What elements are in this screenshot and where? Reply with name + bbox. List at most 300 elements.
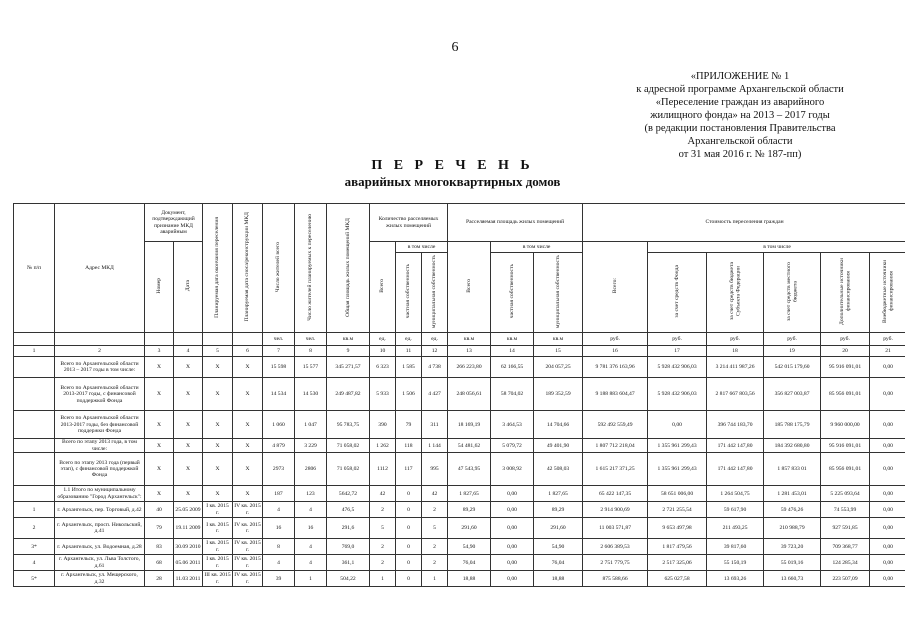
table-row — [14, 411, 905, 439]
table-cell: 0 — [396, 539, 422, 555]
unit-cell — [233, 333, 263, 346]
table-cell: 1 — [370, 571, 396, 587]
column-index-cell: 3 — [145, 346, 174, 357]
table-cell: 0,00 — [491, 555, 534, 571]
unit-cell: руб. — [821, 333, 870, 346]
table-cell: IV кв. 2015 г. — [233, 518, 263, 539]
table-cell: 592 492 559,49 — [583, 411, 648, 439]
table-cell: 4 879 — [263, 439, 295, 453]
table-cell: 769,0 — [327, 539, 370, 555]
table-cell: 4 — [263, 502, 295, 518]
table-cell: 2 751 779,75 — [583, 555, 648, 571]
table-cell: 210 988,79 — [764, 518, 821, 539]
table-cell: 3* — [14, 539, 55, 555]
unit-cell: руб. — [707, 333, 764, 346]
table-cell: 1 807 712 218,04 — [583, 439, 648, 453]
col-header-fund: за счет средств Фонда — [648, 253, 707, 333]
table-cell: 0,00 — [870, 518, 905, 539]
table-row — [14, 486, 905, 502]
table-cell: 291,6 — [327, 518, 370, 539]
table-cell — [14, 439, 55, 453]
table-cell: 42 508,03 — [534, 453, 583, 486]
table-cell: X — [203, 378, 233, 411]
table-cell: 390 — [370, 411, 396, 439]
unit-cell: кв.м — [448, 333, 491, 346]
col-header-planned-demolish: Планируемая дата сноса/реконструкции МКД — [233, 204, 263, 333]
table-cell: 2 606 389,53 — [583, 539, 648, 555]
column-index-cell: 2 — [55, 346, 145, 357]
table-cell: 249 487,82 — [327, 378, 370, 411]
table-row — [14, 555, 905, 571]
table-cell: 95 916 091,01 — [821, 357, 870, 378]
table-cell: 1 827,65 — [448, 486, 491, 502]
column-index-cell: 8 — [295, 346, 327, 357]
col-header-cost-incl: в том числе — [648, 242, 905, 253]
table-cell: 2 817 667 803,56 — [707, 378, 764, 411]
table-cell: X — [174, 378, 203, 411]
table-cell: 11.03 2011 — [174, 571, 203, 587]
table-cell: 356 827 003,87 — [764, 378, 821, 411]
header-row — [14, 204, 905, 242]
table-cell: 39 — [263, 571, 295, 587]
table-cell: X — [145, 439, 174, 453]
table-cell: 171 442 147,80 — [707, 453, 764, 486]
table-cell: 361,1 — [327, 555, 370, 571]
table-cell: 248 056,61 — [448, 378, 491, 411]
table-cell: 5 079,72 — [491, 439, 534, 453]
table-cell: X — [203, 486, 233, 502]
col-header-rooms-incl: в том числе — [396, 242, 448, 253]
table-cell: 1.1 Итого по муниципальному образованию "Город Архангельск": — [55, 486, 145, 502]
table-cell: X — [203, 411, 233, 439]
table-cell: 4 427 — [422, 378, 448, 411]
table-cell: X — [203, 453, 233, 486]
table-cell: 54,90 — [448, 539, 491, 555]
table-cell: 95 916 091,01 — [821, 439, 870, 453]
table-cell: 11 003 571,87 — [583, 518, 648, 539]
table-cell: 0,00 — [491, 539, 534, 555]
table-row — [14, 502, 905, 518]
table-cell: 4 738 — [422, 357, 448, 378]
table-cell: 1 506 — [396, 378, 422, 411]
table-cell: 187 — [263, 486, 295, 502]
table-cell: 89,29 — [448, 502, 491, 518]
table-cell: г. Архангельск, ул. Водоемная, д.28 — [55, 539, 145, 555]
table-cell: 0 — [396, 555, 422, 571]
table-cell: 0,00 — [870, 453, 905, 486]
unit-cell: кв.м — [491, 333, 534, 346]
table-cell: 0 — [396, 502, 422, 518]
table-cell: 59 476,26 — [764, 502, 821, 518]
table-cell: X — [145, 378, 174, 411]
table-cell: 5642,72 — [327, 486, 370, 502]
table-cell: 0,00 — [870, 439, 905, 453]
table-cell: IV кв. 2015 г. — [234, 540, 261, 553]
col-header-area-private: частная собственность — [491, 253, 534, 333]
table-cell — [14, 486, 55, 502]
column-index-cell: 5 — [203, 346, 233, 357]
table-cell: 1 817 479,56 — [648, 539, 707, 555]
table-cell: 3 464,53 — [491, 411, 534, 439]
table-cell: 18,88 — [448, 571, 491, 587]
table-cell: 189 352,59 — [534, 378, 583, 411]
col-header-local: за счет средств местного бюджета — [764, 253, 821, 333]
table-cell: 311 — [422, 411, 448, 439]
table-cell: X — [174, 357, 203, 378]
table-cell: 3 008,92 — [491, 453, 534, 486]
table-cell: 85 956 091,01 — [821, 378, 870, 411]
table-cell: 6 323 — [370, 357, 396, 378]
table-cell: Всего по Архангельской области 2013-2017 годы, с финансовой поддержкой Фонда — [55, 378, 145, 411]
table-cell: г. Архангельск, ул. Льва Толстого, д.61 — [55, 555, 145, 571]
appendix-line: от 31 мая 2016 г. № 187-пп) — [678, 149, 802, 160]
table-cell: г. Архангельск, просп. Никольский, д.41 — [55, 518, 145, 539]
table-cell: 0,00 — [491, 518, 534, 539]
table-cell: 62 166,55 — [491, 357, 534, 378]
table-cell: 4 — [295, 539, 327, 555]
table-cell: I кв. 2015 г. — [203, 518, 233, 539]
appendix-block — [590, 70, 890, 161]
table-cell: 1112 — [370, 453, 396, 486]
col-header-extra: Внебюджетные источники финансирования — [870, 253, 905, 333]
table-cell: 625 027,58 — [648, 571, 707, 587]
column-index-cell: 1 — [14, 346, 55, 357]
table-cell: 39 723,20 — [764, 539, 821, 555]
table-cell: X — [233, 453, 263, 486]
col-header-regional: за счет средств бюджета Субъекта Федерации — [707, 253, 764, 333]
table-cell: X — [174, 486, 203, 502]
table-cell: 0,00 — [870, 486, 905, 502]
table-cell: IV кв. 2015 г. — [234, 503, 261, 516]
table-cell: 184 392 680,80 — [764, 439, 821, 453]
table-cell: 79 — [145, 518, 174, 539]
table-cell: 8 — [263, 539, 295, 555]
unit-cell: ед. — [422, 333, 448, 346]
col-header-cost: Стоимость переселения граждан — [583, 204, 905, 242]
table-cell: 59 617,90 — [707, 502, 764, 518]
header-row — [14, 242, 905, 253]
col-header-residents: Число жителей всего — [263, 204, 295, 333]
table-cell: 345 271,57 — [327, 357, 370, 378]
col-header-area-total: Всего — [448, 242, 491, 333]
table-cell: X — [145, 453, 174, 486]
table-cell: 13 693,26 — [707, 571, 764, 587]
table-cell: X — [233, 357, 263, 378]
table-cell: 19.11 2009 — [174, 518, 203, 539]
table-cell: 95 783,75 — [327, 411, 370, 439]
column-index-cell: 14 — [491, 346, 534, 357]
col-header-additional: Дополнительные источники финансирования — [821, 253, 870, 333]
table-cell: 71 058,02 — [327, 453, 370, 486]
table-cell: 875 588,66 — [583, 571, 648, 587]
table-cell: 18 169,19 — [448, 411, 491, 439]
table-cell: 13 660,73 — [764, 571, 821, 587]
table-cell: 1 585 — [396, 357, 422, 378]
table-cell: 5 933 — [370, 378, 396, 411]
table-cell: 49 401,90 — [534, 439, 583, 453]
table-cell: 83 — [145, 539, 174, 555]
table-cell: 1 — [422, 571, 448, 587]
table-cell: 185 788 175,79 — [764, 411, 821, 439]
table-cell: 05.06 2011 — [174, 555, 203, 571]
table-cell: 0 — [396, 486, 422, 502]
table-cell: Всего по этапу 2013 года, в том числе: — [55, 439, 145, 453]
column-index-cell: 9 — [327, 346, 370, 357]
table-cell: 55 019,16 — [764, 555, 821, 571]
table-cell: 42 — [422, 486, 448, 502]
column-index-cell: 7 — [263, 346, 295, 357]
table-cell: 58 651 006,00 — [648, 486, 707, 502]
col-header-rooms-private: частная собственность — [396, 253, 422, 333]
table-cell — [14, 453, 55, 486]
col-header-residents-planned: Число жителей планируемых к переселению — [295, 204, 327, 333]
unit-cell: чел. — [263, 333, 295, 346]
table-cell — [14, 378, 55, 411]
table-cell: X — [145, 486, 174, 502]
table-cell: 211 493,25 — [707, 518, 764, 539]
unit-cell — [174, 333, 203, 346]
table-cell: 118 — [396, 439, 422, 453]
table-cell: 28 — [145, 571, 174, 587]
table-cell: 1 355 961 299,43 — [648, 453, 707, 486]
table-cell: 39 817,60 — [707, 539, 764, 555]
table-cell: 3 229 — [295, 439, 327, 453]
unit-cell — [145, 333, 174, 346]
table-cell: X — [233, 439, 263, 453]
table-cell: 1 264 504,75 — [707, 486, 764, 502]
unit-cell: руб. — [583, 333, 648, 346]
table-cell: 9 188 883 604,47 — [583, 378, 648, 411]
table-cell: 42 — [370, 486, 396, 502]
table-cell: 171 442 147,80 — [707, 439, 764, 453]
table-cell: 0,00 — [870, 571, 905, 587]
table-cell: 4 — [263, 555, 295, 571]
table-cell: 1 060 — [263, 411, 295, 439]
table-cell: 0 — [396, 571, 422, 587]
table-row — [14, 357, 905, 378]
unit-cell: руб. — [870, 333, 905, 346]
column-index-cell: 18 — [707, 346, 764, 357]
col-header-area-municipal: муниципальная собственность — [534, 253, 583, 333]
table-cell: III кв. 2015 г. — [204, 572, 231, 585]
column-index-cell: 6 — [233, 346, 263, 357]
table-cell: 2 — [422, 502, 448, 518]
column-index-cell: 11 — [396, 346, 422, 357]
table-cell: IV кв. 2015 г. — [234, 572, 261, 585]
table-cell: 0 — [396, 518, 422, 539]
table-cell: 71 058,02 — [327, 439, 370, 453]
table-cell: 5 — [422, 518, 448, 539]
houses-table — [13, 203, 905, 587]
unit-cell: руб. — [648, 333, 707, 346]
table-cell: 2 — [422, 555, 448, 571]
table-cell: 291,60 — [534, 518, 583, 539]
column-index-row — [14, 346, 905, 357]
table-cell: 18,88 — [534, 571, 583, 587]
table-cell: 65 422 147,35 — [583, 486, 648, 502]
table-cell: 15 598 — [263, 357, 295, 378]
table-cell: X — [203, 357, 233, 378]
table-cell: 2 — [370, 539, 396, 555]
page-number: 6 — [451, 40, 459, 55]
table-cell: 2 — [370, 502, 396, 518]
table-cell: г. Архангельск, ул. Мещерского, д.32 — [55, 571, 145, 587]
appendix-line: жилищного фонда» на 2013 – 2017 годы — [650, 110, 830, 121]
table-cell: IV кв. 2015 г. — [234, 556, 261, 569]
table-cell: 396 744 183,70 — [707, 411, 764, 439]
table-cell: Всего по этапу 2013 года (первый этап), с финансовой поддержкой Фонда — [55, 453, 145, 486]
col-header-address: Адрес МКД — [55, 204, 145, 333]
table-cell: 54,90 — [534, 539, 583, 555]
table-cell: 709 368,77 — [821, 539, 870, 555]
col-header-doc-date: Дата — [174, 242, 203, 333]
col-header-cost-total: Всего: — [583, 242, 648, 333]
unit-cell — [203, 333, 233, 346]
table-cell: 5 — [370, 518, 396, 539]
unit-cell: руб. — [764, 333, 821, 346]
table-cell: 4 — [14, 555, 55, 571]
table-cell: 55 150,19 — [707, 555, 764, 571]
col-header-area: Расселяемая площадь жилых помещений — [448, 204, 583, 242]
unit-cell: чел. — [295, 333, 327, 346]
table-cell: X — [145, 411, 174, 439]
table-cell: 504,22 — [327, 571, 370, 587]
table-cell: 74 553,99 — [821, 502, 870, 518]
table-cell: 85 956 091,01 — [821, 453, 870, 486]
table-cell: 1 827,65 — [534, 486, 583, 502]
table-cell: 2 517 325,06 — [648, 555, 707, 571]
table-cell: 117 — [396, 453, 422, 486]
table-cell: I кв. 2015 г. — [203, 539, 233, 555]
table-cell: 3 214 411 987,26 — [707, 357, 764, 378]
column-index-cell: 13 — [448, 346, 491, 357]
appendix-line: к адресной программе Архангельской области — [636, 84, 844, 95]
column-index-cell: 16 — [583, 346, 648, 357]
table-cell: 9 653 497,98 — [648, 518, 707, 539]
table-cell: 2806 — [295, 453, 327, 486]
table-cell: 14 530 — [295, 378, 327, 411]
table-cell: 58 704,02 — [491, 378, 534, 411]
table-cell: 9 960 000,00 — [821, 411, 870, 439]
table-cell: 25.05 2009 — [174, 502, 203, 518]
table-cell: 204 057,25 — [534, 357, 583, 378]
table-cell: 124 285,34 — [821, 555, 870, 571]
document-title: П Е Р Е Ч Е Н Ь — [371, 158, 534, 173]
table-cell: 0,00 — [870, 357, 905, 378]
col-header-total-area: Общая площадь жилых помещений МКД — [327, 204, 370, 333]
table-row — [14, 518, 905, 539]
document-subtitle: аварийных многоквартирных домов — [344, 174, 561, 189]
table-cell: 0,00 — [870, 378, 905, 411]
appendix-line: «Переселение граждан из аварийного — [655, 97, 825, 108]
column-index-cell: 15 — [534, 346, 583, 357]
column-index-cell: 4 — [174, 346, 203, 357]
col-header-planned-resettle: Планируемая дата окончания переселения — [203, 204, 233, 333]
table-cell: 0,00 — [648, 411, 707, 439]
table-cell: 291,60 — [448, 518, 491, 539]
column-index-cell: 21 — [870, 346, 905, 357]
table-cell: 5 928 432 906,03 — [648, 357, 707, 378]
column-index-cell: 17 — [648, 346, 707, 357]
table-cell: 15 577 — [295, 357, 327, 378]
col-header-rooms-municipal: муниципальная собственность — [422, 253, 448, 333]
table-cell: X — [145, 357, 174, 378]
table-cell: 1 144 — [422, 439, 448, 453]
table-cell: 16 — [263, 518, 295, 539]
unit-cell: кв.м — [534, 333, 583, 346]
table-cell: I кв. 2015 г. — [203, 555, 233, 571]
table-cell: 0,00 — [491, 486, 534, 502]
table-cell: Всего по Архангельской области 2013-2017 годы, без финансовой поддержки Фонда — [55, 411, 145, 439]
table-cell: г. Архангельск, пер. Торговый, д.42 — [55, 502, 145, 518]
column-index-cell: 19 — [764, 346, 821, 357]
table-cell: 0,00 — [491, 502, 534, 518]
table-cell: 76,04 — [534, 555, 583, 571]
unit-cell: ед. — [396, 333, 422, 346]
table-cell: 76,04 — [448, 555, 491, 571]
table-cell: 2 721 255,54 — [648, 502, 707, 518]
table-cell: X — [174, 411, 203, 439]
col-header-rooms-total: Всего — [370, 242, 396, 333]
table-row — [14, 539, 905, 555]
table-cell: 47 543,95 — [448, 453, 491, 486]
table-cell: X — [174, 453, 203, 486]
table-row — [14, 453, 905, 486]
table-cell: 2 914 900,69 — [583, 502, 648, 518]
table-cell: 223 507,09 — [821, 571, 870, 587]
unit-cell — [55, 333, 145, 346]
table-cell: 79 — [396, 411, 422, 439]
table-cell: 5 225 093,64 — [821, 486, 870, 502]
column-index-cell: 10 — [370, 346, 396, 357]
appendix-line: (в редакции постановления Правительства — [644, 123, 836, 134]
table-cell: 2973 — [263, 453, 295, 486]
table-cell: 68 — [145, 555, 174, 571]
table-cell: 9 781 376 163,96 — [583, 357, 648, 378]
unit-cell — [14, 333, 55, 346]
table-cell: 14 704,66 — [534, 411, 583, 439]
appendix-line: Архангельской области — [687, 136, 793, 147]
table-cell: 89,29 — [534, 502, 583, 518]
table-cell: X — [174, 439, 203, 453]
table-cell: 16 — [295, 518, 327, 539]
table-row — [14, 571, 905, 587]
unit-cell: ед. — [370, 333, 396, 346]
table-cell: 2 — [370, 555, 396, 571]
table-cell: I кв. 2015 г. — [203, 502, 233, 518]
col-header-n: № п/п — [14, 204, 55, 333]
col-header-area-incl: в том числе — [491, 242, 583, 253]
table-cell: 927 591,85 — [821, 518, 870, 539]
table-cell: X — [233, 411, 263, 439]
table-cell: 1 857 833 01 — [764, 453, 821, 486]
table-cell: 5* — [14, 571, 55, 587]
table-row — [14, 439, 905, 453]
table-cell: 1 262 — [370, 439, 396, 453]
table-cell: 1 355 961 299,43 — [648, 439, 707, 453]
table-cell: 542 015 179,60 — [764, 357, 821, 378]
column-index-cell: 20 — [821, 346, 870, 357]
col-header-rooms: Количество расселяемых жилых помещений — [370, 204, 448, 242]
units-row — [14, 333, 905, 346]
table-cell: 1 615 217 371,25 — [583, 453, 648, 486]
column-index-cell: 12 — [422, 346, 448, 357]
table-cell: 1 — [14, 502, 55, 518]
table-cell: X — [233, 378, 263, 411]
table-cell: 995 — [422, 453, 448, 486]
table-row — [14, 378, 905, 411]
table-cell: 14 534 — [263, 378, 295, 411]
